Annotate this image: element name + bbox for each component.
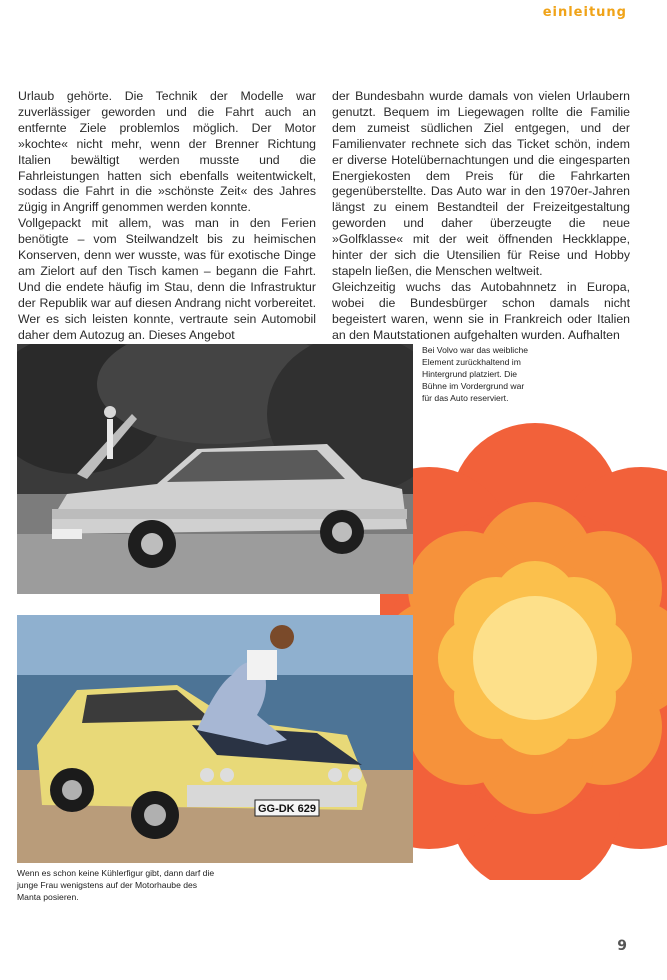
body-text-right-column [332,89,630,344]
page-number: 9 [617,938,627,954]
photo-caption-volvo: Bei Volvo war das weibliche Element zurückhaltend im Hintergrund platziert. Die Bühne im Vordergrund war für das Auto reserviert. [422,345,529,403]
paragraph: Vollgepackt mit allem, was man in den Ferien benötigte – vom Steilwandzelt bis zu heimischen Konserven, denn wer wusste, was für exotische Dinge am Zielort auf den Tisch kamen – begann die Fahrt. Und die endete häufig im Stau, denn die Infrastruktur der Republik war auf diesen Andrang nicht vorbereitet. Wer es sich leisten konnte, vertraute sein Automobil daher dem Autozug an. Dieses Angebot [18,216,316,342]
flower-graphic [380,410,667,885]
license-plate: GG-DK 629 [257,803,317,815]
paragraph: Gleichzeitig wuchs das Autobahnnetz in Europa, wobei die Bundesbürger schon damals nicht begeistert waren, wenn sie in Frankreich oder Italien an den Mautstationen aufgehalten wurden. Aufhalten [332,279,630,342]
section-label: einleitung [542,5,627,20]
photo-caption-manta: Wenn es schon keine Kühlerfigur gibt, dann darf die junge Frau wenigstens auf der Motorhaube des Manta posieren. [17,868,215,902]
volvo-photo [17,344,413,594]
paragraph: der Bundesbahn wurde damals von vielen Urlaubern genutzt. Bequem im Liegewagen rollte die Familie dem zumeist südlichen Ziel entgegen, und der Familienvater rechnete sich das Ticket schön, indem er diverse Hotelübernachtungen und die eingesparten Energiekosten dem Preis für die Fahrkarten gegenüberstellte. Das Auto war in den 1970er-Jahren längst zu einem Bestandteil der Freizeitgestaltung geworden und daher überzeugte die neue »Golfklasse« mit der weit öffnenden Heckklappe, hinter der sich die Utensilien für Reise und Hobby stapeln ließen, die Menschen weltweit. [332,89,630,278]
manta-photo [17,615,413,863]
paragraph: Urlaub gehörte. Die Technik der Modelle war zuverlässiger geworden und die Fahrt auch an entfernte Ziele problemlos möglich. Der Motor »kochte« nicht mehr, wenn der Brenner Richtung Italien bewältigt werden musste und die Fahrleistungen hatten sich ebenfalls weitentwickelt, sodass die Fahrt in die »schönste Zeit« des Jahres zügig in Angriff genommen werden konnte. [18,89,316,215]
body-text-left-column [18,89,316,344]
